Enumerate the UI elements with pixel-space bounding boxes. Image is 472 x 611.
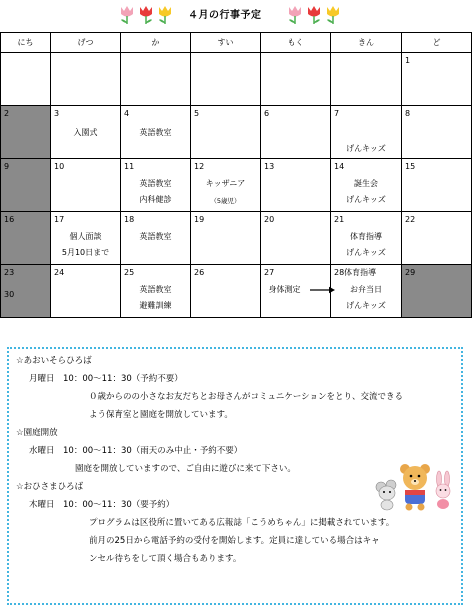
day-number: 13: [264, 162, 275, 171]
weekday-header-row: [1, 33, 472, 53]
day-cell: [51, 265, 121, 318]
day-cell: [1, 212, 51, 265]
day-number: 19: [194, 215, 205, 224]
day-number: 11: [124, 162, 135, 171]
weekday-header: か: [121, 33, 191, 53]
day-cell: [402, 106, 472, 159]
day-cell: [121, 265, 191, 318]
day-cell: [261, 106, 331, 159]
day-cell: [402, 212, 472, 265]
weekday-header: にち: [1, 33, 51, 53]
weekday-header: げつ: [51, 33, 121, 53]
weekday-header: ど: [402, 33, 472, 53]
day-number: 10: [54, 162, 65, 171]
day-cell: [1, 159, 51, 212]
section-title: ☆おひさまひろば: [16, 482, 84, 492]
day-cell: [331, 265, 402, 318]
event-label: げんキッズ: [346, 301, 386, 310]
day-number: 3: [54, 109, 60, 118]
day-cell: [121, 159, 191, 212]
day-cell: [191, 53, 261, 106]
day-number: 25: [124, 268, 135, 277]
day-number: 24: [54, 268, 65, 277]
week-row: [1, 265, 472, 318]
weekday-header: もく: [261, 33, 331, 53]
day-number: 27: [264, 268, 275, 277]
day-cell: [51, 106, 121, 159]
event-label: 英語教室: [139, 179, 172, 188]
day-cell: [191, 106, 261, 159]
description-line: ンセル待ちをして頂く場合もあります。: [89, 554, 242, 564]
day-number: 5: [194, 109, 200, 118]
day-cell: [402, 53, 472, 106]
day-cell: [51, 53, 121, 106]
event-label: 5月10日まで: [61, 248, 110, 257]
page-title: ４月の行事予定: [188, 10, 262, 21]
event-label: お弁当日: [350, 285, 382, 294]
day-cell: [1, 53, 51, 106]
day-number: 7: [334, 109, 340, 118]
mouse-icon: [376, 480, 396, 510]
day-number: 16: [4, 215, 15, 224]
day-cell: [121, 53, 191, 106]
day-cell: [191, 265, 261, 318]
event-label: キッザニア: [205, 179, 246, 188]
day-number: 23: [4, 268, 15, 277]
day-number: 6: [264, 109, 270, 118]
schedule-line: 木曜日 10：00～11：30（要予約）: [29, 500, 175, 510]
day-cell: [121, 212, 191, 265]
event-label: 身体測定: [268, 285, 301, 294]
day-number: 22: [405, 215, 416, 224]
day-number: 26: [194, 268, 205, 277]
weekday-header: きん: [331, 33, 402, 53]
event-label: 個人面談: [69, 232, 102, 241]
day-number: 29: [405, 268, 416, 277]
day-cell: [261, 159, 331, 212]
day-cell: [331, 106, 402, 159]
event-label: 入園式: [73, 128, 98, 137]
day-cell: [331, 159, 402, 212]
day-number: 4: [124, 109, 130, 118]
event-label: 内科健診: [139, 195, 172, 204]
event-label: （5歳児）: [210, 197, 241, 205]
event-label: げんキッズ: [346, 248, 386, 257]
day-cell: [331, 212, 402, 265]
week-row: [1, 212, 472, 265]
day-cell: [121, 106, 191, 159]
event-label: 避難訓練: [139, 301, 172, 310]
day-number: 8: [405, 109, 411, 118]
day-cell: [261, 212, 331, 265]
week-row: [1, 159, 472, 212]
description-line: 前月の25日から電話予約の受付を開始します。定員に達している場合はキャ: [89, 536, 380, 546]
rabbit-icon: [436, 471, 450, 509]
calendar-table: [0, 32, 472, 318]
event-label: 英語教室: [139, 285, 172, 294]
day-cell: [402, 265, 472, 318]
day-cell: [261, 53, 331, 106]
day-cell: [261, 265, 331, 318]
day-number: 30: [4, 290, 15, 299]
event-label: げんキッズ: [346, 144, 386, 153]
schedule-line: 水曜日 10：00～11：30（雨天のみ中止・予約不要）: [29, 446, 243, 456]
day-number: 1: [405, 56, 411, 65]
section-title: ☆園庭開放: [16, 428, 58, 438]
day-number: 18: [124, 215, 135, 224]
description-line: ０歳からのの小さなお友だちとお母さんがコミュニケーションをとり、交流できる: [89, 392, 403, 402]
event-label: 誕生会: [354, 179, 378, 188]
day-number: 2: [4, 109, 10, 118]
week-row: [1, 106, 472, 159]
day-cell: [51, 159, 121, 212]
info-box: [7, 347, 463, 605]
description-line: プログラムは区役所に置いてある広報誌「こうめちゃん」に掲載されています。: [89, 518, 395, 528]
day-cell: [191, 159, 261, 212]
day-cell: [51, 212, 121, 265]
day-cell: [1, 265, 51, 318]
day-number: 17: [54, 215, 65, 224]
day-number: 14: [334, 162, 345, 171]
day-number: 9: [4, 162, 10, 171]
event-label: げんキッズ: [346, 195, 386, 204]
day-cell: [1, 106, 51, 159]
tulip-icon: [118, 3, 178, 25]
week-row: [1, 53, 472, 106]
day-cell: [402, 159, 472, 212]
description-line: 園庭を開放していますので、ご自由に遊びに来て下さい。: [75, 464, 296, 474]
event-label: 英語教室: [139, 232, 172, 241]
day-number: 21: [334, 215, 345, 224]
day-number: 20: [264, 215, 275, 224]
event-label: 英語教室: [139, 128, 172, 137]
tulip-icon: [286, 3, 346, 25]
day-number: 12: [194, 162, 205, 171]
weekday-header: すい: [191, 33, 261, 53]
header: [0, 0, 472, 28]
schedule-line: 月曜日 10：00～11：30（予約不要）: [29, 374, 183, 384]
section-title: ☆あおいそらひろば: [16, 356, 92, 366]
day-cell: [331, 53, 402, 106]
event-label: 体育指導: [350, 232, 382, 241]
bear-icon: [373, 461, 457, 511]
day-number: 15: [405, 162, 416, 171]
day-cell: [191, 212, 261, 265]
day-number: 28体育指導: [334, 268, 377, 277]
description-line: よう保育室と園庭を開放しています。: [89, 410, 233, 420]
